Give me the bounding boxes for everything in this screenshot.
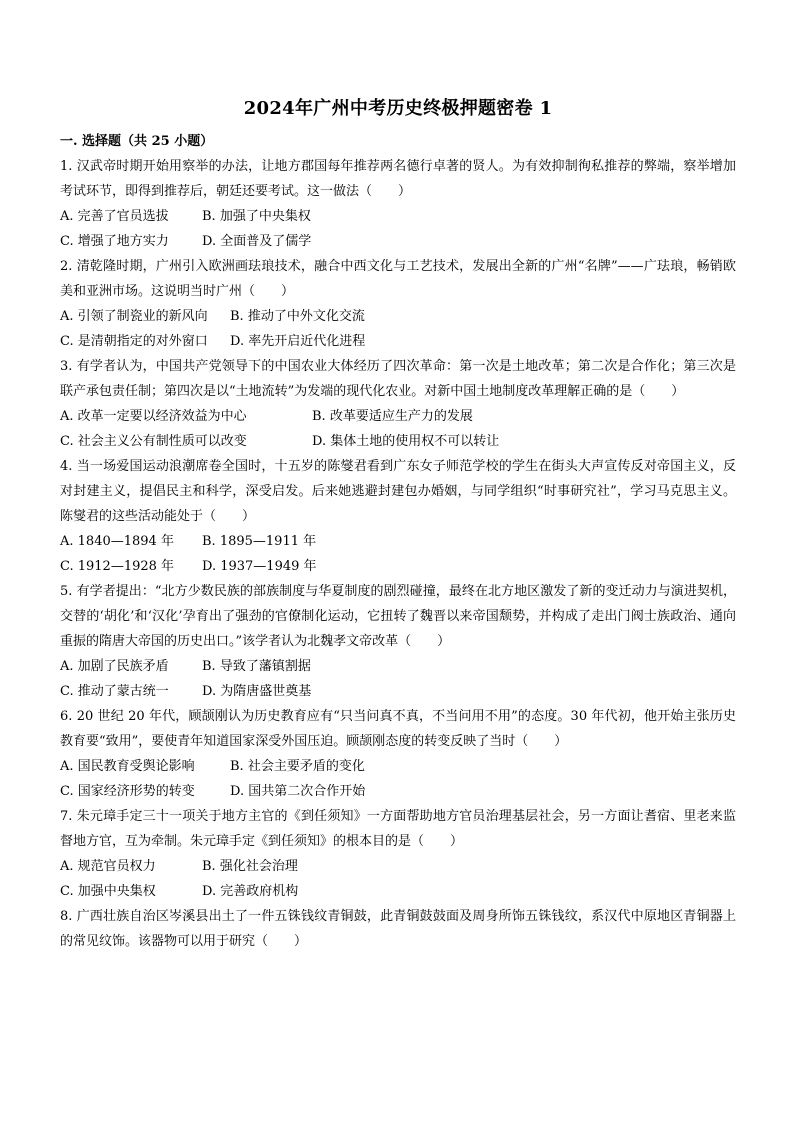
question-options xyxy=(60,854,736,904)
option-c: C. 是清朝指定的对外窗口 xyxy=(60,334,208,349)
question-1 xyxy=(60,154,736,254)
question-options xyxy=(60,754,736,804)
option-d: D. 完善政府机构 xyxy=(202,884,299,899)
option-d: D. 集体土地的使用权不可以转让 xyxy=(312,434,500,449)
question-2 xyxy=(60,254,736,354)
question-stem: 1. 汉武帝时期开始用察举的办法，让地方郡国每年推荐两名德行卓著的贤人。为有效抑制徇私推荐的弊端，察举增加考试环节，即得到推荐后，朝廷还要考试。这一做法（ ） xyxy=(60,159,736,199)
question-stem: 6. 20 世纪 20 年代，顾颉刚认为历史教育应有“只当问真不真，不当问用不用”的态度。30 年代初，他开始主张历史教育要“致用”，要使青年知道国家深受外国压迫。顾颉刚态度的转变反映了当时（ ） xyxy=(60,709,736,749)
section-heading: 一. 选择题（共 25 小题） xyxy=(60,134,214,149)
option-b: B. 加强了中央集权 xyxy=(202,209,311,224)
option-b: B. 推动了中外文化交流 xyxy=(230,309,365,324)
question-options xyxy=(60,529,736,579)
option-a: A. 规范官员权力 xyxy=(60,859,156,874)
option-a: A. 国民教育受舆论影响 xyxy=(60,759,195,774)
question-3 xyxy=(60,354,736,454)
option-a: A. 引领了制瓷业的新风向 xyxy=(60,309,208,324)
question-7 xyxy=(60,804,736,904)
question-stem: 7. 朱元璋手定三十一项关于地方主官的《到任须知》一方面帮助地方官员治理基层社会，另一方面让耆宿、里老来监督地方官，互为牵制。朱元璋手定《到任须知》的根本目的是（ ） xyxy=(60,809,736,849)
question-options xyxy=(60,304,736,354)
option-c: C. 加强中央集权 xyxy=(60,884,156,899)
option-d: D. 率先开启近代化进程 xyxy=(230,334,366,349)
question-stem: 4. 当一场爱国运动浪潮席卷全国时，十五岁的陈燮君看到广东女子师范学校的学生在街头大声宣传反对帝国主义，反对封建主义，提倡民主和科学，深受启发。后来她逃避封建包办婚姻，与同学组织“时事研究社”，学习马克思主义。陈燮君的这些活动能处于（ ） xyxy=(60,459,736,524)
question-5 xyxy=(60,579,736,704)
option-b: B. 改革要适应生产力的发展 xyxy=(312,409,473,424)
option-c: C. 增强了地方实力 xyxy=(60,234,169,249)
question-8 xyxy=(60,904,736,954)
question-stem: 5. 有学者提出：“北方少数民族的部族制度与华夏制度的剧烈碰撞，最终在北方地区激发了新的变迁动力与演进契机，交替的‘胡化’和‘汉化’孕育出了强劲的官僚制化运动，它扭转了魏晋以来帝国颓势，并构成了走出门阀士族政治、通向重振的隋唐大帝国的历史出口。”该学者认为北魏孝文帝改革（ ） xyxy=(60,584,736,649)
option-d: D. 为隋唐盛世奠基 xyxy=(202,684,312,699)
question-stem: 3. 有学者认为，中国共产党领导下的中国农业大体经历了四次革命：第一次是土地改革；第二次是合作化；第三次是联产承包责任制；第四次是以“土地流转”为发端的现代化农业。对新中国土地制度改革理解正确的是（ ） xyxy=(60,359,736,399)
option-a: A. 1840—1894 年 xyxy=(60,534,174,549)
question-6 xyxy=(60,704,736,804)
option-b: B. 导致了藩镇割据 xyxy=(202,659,311,674)
option-a: A. 改革一定要以经济效益为中心 xyxy=(60,409,247,424)
question-stem: 8. 广西壮族自治区岑溪县出土了一件五铢钱纹青铜鼓，此青铜鼓鼓面及周身所饰五铢钱纹，系汉代中原地区青铜器上的常见纹饰。该器物可以用于研究（ ） xyxy=(60,909,736,949)
page-title: 2024年广州中考历史终极押题密卷 1 xyxy=(243,98,553,119)
option-b: B. 社会主要矛盾的变化 xyxy=(230,759,365,774)
option-a: A. 加剧了民族矛盾 xyxy=(60,659,169,674)
option-d: D. 1937—1949 年 xyxy=(202,559,317,574)
option-c: C. 国家经济形势的转变 xyxy=(60,784,195,799)
option-c: C. 社会主义公有制性质可以改变 xyxy=(60,434,247,449)
option-c: C. 1912—1928 年 xyxy=(60,559,175,574)
option-a: A. 完善了官员选拔 xyxy=(60,209,169,224)
option-d: D. 全面普及了儒学 xyxy=(202,234,312,249)
option-c: C. 推动了蒙古统一 xyxy=(60,684,169,699)
question-4 xyxy=(60,454,736,579)
question-options xyxy=(60,404,736,454)
option-b: B. 强化社会治理 xyxy=(202,859,298,874)
option-b: B. 1895—1911 年 xyxy=(202,534,317,549)
question-options xyxy=(60,654,736,704)
question-options xyxy=(60,204,736,254)
option-d: D. 国共第二次合作开始 xyxy=(230,784,366,799)
exam-page xyxy=(60,96,736,954)
question-stem: 2. 清乾隆时期，广州引入欧洲画珐琅技术，融合中西文化与工艺技术，发展出全新的广州“名牌”——广珐琅，畅销欧美和亚洲市场。这说明当时广州（ ） xyxy=(60,259,736,299)
